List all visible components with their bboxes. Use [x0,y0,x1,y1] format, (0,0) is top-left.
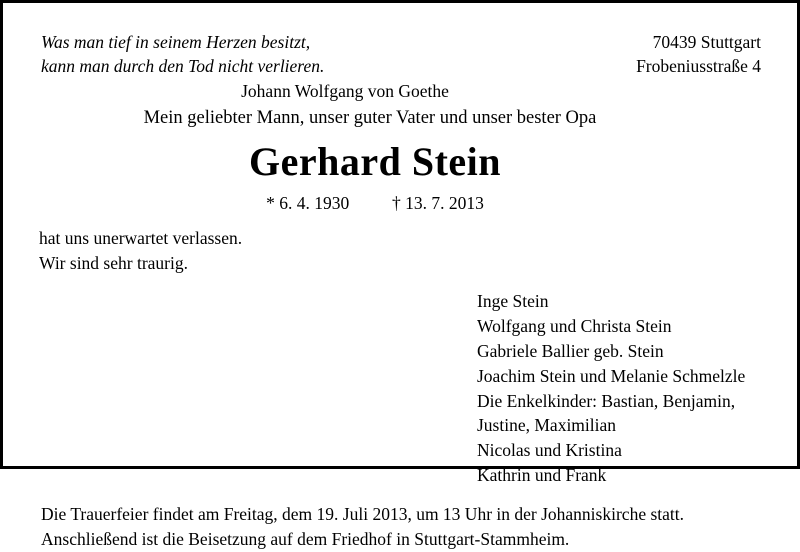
quote-block [37,31,324,78]
list-item: Nicolas und Kristina [477,440,622,461]
relation-line: Mein geliebter Mann, unser guter Vater und unser bester Opa [143,108,597,129]
list-item: Gabriele Ballier geb. Stein [477,340,664,361]
list-item: Die Enkelkinder: Bastian, Benjamin, [477,390,736,411]
life-dates [37,193,763,214]
lament-line-2: Wir sind sehr traurig. [39,252,188,273]
list-item: Joachim Stein und Melanie Schmelzle [477,365,746,386]
quote-line-1: Was man tief in seinem Herzen besitzt, [41,32,311,52]
funeral-details [37,502,763,552]
quote-line-2: kann man durch den Tod nicht verlieren. [41,55,325,76]
address-postal-city: 70439 Stuttgart [652,32,761,52]
list-item: Kathrin und Frank [477,465,607,486]
quote-attribution: Johann Wolfgang von Goethe [241,81,449,102]
burial-line: Anschließend ist die Beisetzung auf dem Friedhof in Stuttgart-Stammheim. [41,528,570,549]
address-street: Frobeniusstraße 4 [636,55,761,76]
funeral-service-line: Die Trauerfeier findet am Freitag, dem 19. Juli 2013, um 13 Uhr in der Johanniskirche statt. [41,504,684,524]
header-row [37,31,763,78]
mourners-list [37,289,763,488]
deceased-name: Gerhard Stein [248,139,502,185]
address-block [636,31,763,78]
lament-block [37,226,763,275]
list-item: Justine, Maximilian [477,415,617,436]
list-item: Inge Stein [477,291,549,312]
list-item: Wolfgang und Christa Stein [477,316,672,337]
birth-date: * 6. 4. 1930 [266,193,350,214]
lament-line-1: hat uns unerwartet verlassen. [39,228,243,249]
death-date: † 13. 7. 2013 [392,193,484,214]
